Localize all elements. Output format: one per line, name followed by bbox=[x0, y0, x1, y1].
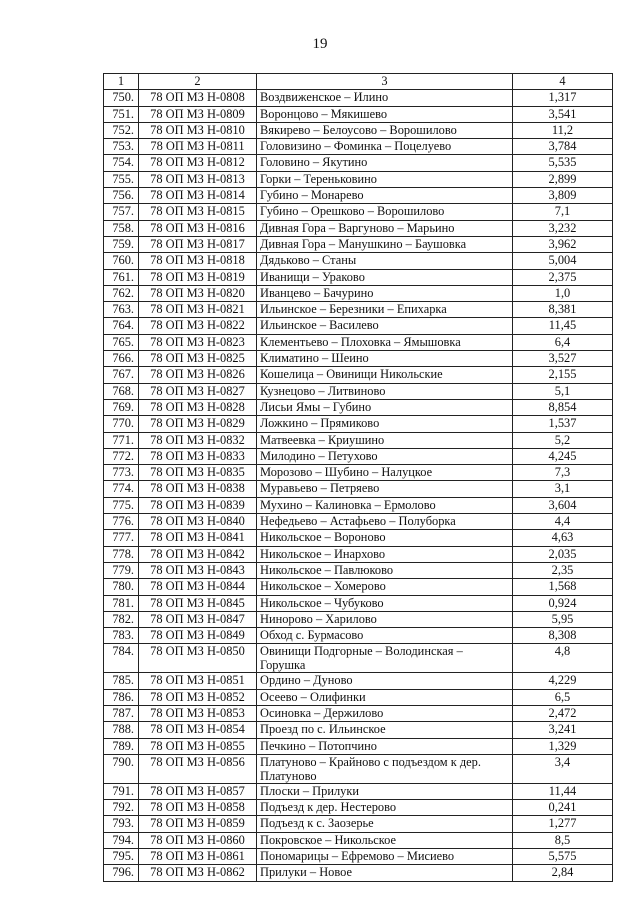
table-row bbox=[104, 816, 613, 832]
road-length: 4,4 bbox=[513, 514, 613, 530]
table-row bbox=[104, 204, 613, 220]
road-length: 3,809 bbox=[513, 188, 613, 204]
row-number: 779. bbox=[104, 562, 139, 578]
road-name: Обход с. Бурмасово bbox=[257, 628, 513, 644]
road-code: 78 ОП МЗ Н-0808 bbox=[139, 90, 257, 106]
road-length: 2,375 bbox=[513, 269, 613, 285]
road-length: 3,527 bbox=[513, 351, 613, 367]
row-number: 773. bbox=[104, 465, 139, 481]
road-length: 6,5 bbox=[513, 689, 613, 705]
table-row bbox=[104, 628, 613, 644]
road-name: Печкино – Потопчино bbox=[257, 738, 513, 754]
row-number: 777. bbox=[104, 530, 139, 546]
row-number: 753. bbox=[104, 139, 139, 155]
table-row bbox=[104, 800, 613, 816]
table-row bbox=[104, 738, 613, 754]
row-number: 752. bbox=[104, 122, 139, 138]
road-length: 5,1 bbox=[513, 383, 613, 399]
road-code: 78 ОП МЗ Н-0814 bbox=[139, 188, 257, 204]
road-code: 78 ОП МЗ Н-0859 bbox=[139, 816, 257, 832]
road-length: 5,2 bbox=[513, 432, 613, 448]
road-code: 78 ОП МЗ Н-0821 bbox=[139, 302, 257, 318]
road-code: 78 ОП МЗ Н-0811 bbox=[139, 139, 257, 155]
road-code: 78 ОП МЗ Н-0813 bbox=[139, 171, 257, 187]
road-code: 78 ОП МЗ Н-0817 bbox=[139, 236, 257, 252]
road-code: 78 ОП МЗ Н-0810 bbox=[139, 122, 257, 138]
road-length: 3,241 bbox=[513, 722, 613, 738]
road-length: 4,245 bbox=[513, 448, 613, 464]
road-code: 78 ОП МЗ Н-0862 bbox=[139, 865, 257, 881]
road-length: 0,241 bbox=[513, 800, 613, 816]
road-length: 1,0 bbox=[513, 285, 613, 301]
road-code: 78 ОП МЗ Н-0855 bbox=[139, 738, 257, 754]
table-row bbox=[104, 302, 613, 318]
road-length: 5,95 bbox=[513, 611, 613, 627]
road-code: 78 ОП МЗ Н-0818 bbox=[139, 253, 257, 269]
table-row bbox=[104, 399, 613, 415]
road-length: 4,8 bbox=[513, 644, 613, 673]
road-name: Ильинское – Василево bbox=[257, 318, 513, 334]
row-number: 778. bbox=[104, 546, 139, 562]
road-name: Никольское – Вороново bbox=[257, 530, 513, 546]
road-code: 78 ОП МЗ Н-0816 bbox=[139, 220, 257, 236]
row-number: 761. bbox=[104, 269, 139, 285]
row-number: 782. bbox=[104, 611, 139, 627]
road-name: Платуново – Крайново с подъездом к дер. Платуново bbox=[257, 754, 513, 783]
road-code: 78 ОП МЗ Н-0828 bbox=[139, 399, 257, 415]
road-length: 11,2 bbox=[513, 122, 613, 138]
road-length: 2,035 bbox=[513, 546, 613, 562]
road-length: 2,84 bbox=[513, 865, 613, 881]
row-number: 759. bbox=[104, 236, 139, 252]
road-length: 8,381 bbox=[513, 302, 613, 318]
road-name: Пономарицы – Ефремово – Мисиево bbox=[257, 849, 513, 865]
row-number: 781. bbox=[104, 595, 139, 611]
row-number: 763. bbox=[104, 302, 139, 318]
table-row bbox=[104, 579, 613, 595]
road-name: Головино – Якутино bbox=[257, 155, 513, 171]
road-name: Осиновка – Держилово bbox=[257, 705, 513, 721]
table-row bbox=[104, 849, 613, 865]
road-length: 7,1 bbox=[513, 204, 613, 220]
road-name: Иванцево – Бачурино bbox=[257, 285, 513, 301]
row-number: 783. bbox=[104, 628, 139, 644]
road-code: 78 ОП МЗ Н-0852 bbox=[139, 689, 257, 705]
road-name: Губино – Монарево bbox=[257, 188, 513, 204]
road-name: Кузнецово – Литвиново bbox=[257, 383, 513, 399]
road-length: 6,4 bbox=[513, 334, 613, 350]
row-number: 780. bbox=[104, 579, 139, 595]
road-name: Муравьево – Петряево bbox=[257, 481, 513, 497]
road-length: 8,308 bbox=[513, 628, 613, 644]
table-row bbox=[104, 689, 613, 705]
table-row bbox=[104, 367, 613, 383]
table-row bbox=[104, 530, 613, 546]
row-number: 756. bbox=[104, 188, 139, 204]
table-row bbox=[104, 139, 613, 155]
row-number: 771. bbox=[104, 432, 139, 448]
table-row bbox=[104, 448, 613, 464]
road-length: 3,541 bbox=[513, 106, 613, 122]
row-number: 764. bbox=[104, 318, 139, 334]
table-row bbox=[104, 432, 613, 448]
road-length: 3,4 bbox=[513, 754, 613, 783]
road-length: 3,1 bbox=[513, 481, 613, 497]
road-name: Губино – Орешково – Ворошилово bbox=[257, 204, 513, 220]
road-length: 2,35 bbox=[513, 562, 613, 578]
road-code: 78 ОП МЗ Н-0841 bbox=[139, 530, 257, 546]
row-number: 754. bbox=[104, 155, 139, 171]
row-number: 760. bbox=[104, 253, 139, 269]
road-code: 78 ОП МЗ Н-0849 bbox=[139, 628, 257, 644]
road-name: Никольское – Павлюково bbox=[257, 562, 513, 578]
roads-table bbox=[103, 73, 613, 882]
road-name: Покровское – Никольское bbox=[257, 832, 513, 848]
road-length: 1,568 bbox=[513, 579, 613, 595]
road-code: 78 ОП МЗ Н-0812 bbox=[139, 155, 257, 171]
table-row bbox=[104, 722, 613, 738]
row-number: 792. bbox=[104, 800, 139, 816]
road-name: Дядьково – Станы bbox=[257, 253, 513, 269]
road-code: 78 ОП МЗ Н-0835 bbox=[139, 465, 257, 481]
road-name: Овинищи Подгорные – Володинская – Горушка bbox=[257, 644, 513, 673]
road-length: 1,277 bbox=[513, 816, 613, 832]
table-row bbox=[104, 90, 613, 106]
row-number: 784. bbox=[104, 644, 139, 673]
table-row bbox=[104, 416, 613, 432]
table-row bbox=[104, 754, 613, 783]
table-row bbox=[104, 832, 613, 848]
road-name: Мухино – Калиновка – Ермолово bbox=[257, 497, 513, 513]
road-length: 5,575 bbox=[513, 849, 613, 865]
road-length: 8,5 bbox=[513, 832, 613, 848]
table-row bbox=[104, 236, 613, 252]
row-number: 788. bbox=[104, 722, 139, 738]
road-length: 2,899 bbox=[513, 171, 613, 187]
row-number: 762. bbox=[104, 285, 139, 301]
road-code: 78 ОП МЗ Н-0838 bbox=[139, 481, 257, 497]
road-name: Плоски – Прилуки bbox=[257, 783, 513, 799]
road-name: Ильинское – Березники – Епихарка bbox=[257, 302, 513, 318]
table-row bbox=[104, 351, 613, 367]
road-name: Милодино – Петухово bbox=[257, 448, 513, 464]
road-code: 78 ОП МЗ Н-0844 bbox=[139, 579, 257, 595]
road-length: 5,535 bbox=[513, 155, 613, 171]
row-number: 775. bbox=[104, 497, 139, 513]
table-row bbox=[104, 783, 613, 799]
road-name: Проезд по с. Ильинское bbox=[257, 722, 513, 738]
table-row bbox=[104, 562, 613, 578]
road-length: 2,155 bbox=[513, 367, 613, 383]
road-name: Подъезд к с. Заозерье bbox=[257, 816, 513, 832]
row-number: 776. bbox=[104, 514, 139, 530]
row-number: 787. bbox=[104, 705, 139, 721]
row-number: 785. bbox=[104, 673, 139, 689]
road-name: Никольское – Инархово bbox=[257, 546, 513, 562]
road-code: 78 ОП МЗ Н-0809 bbox=[139, 106, 257, 122]
road-code: 78 ОП МЗ Н-0850 bbox=[139, 644, 257, 673]
road-name: Головизино – Фоминка – Поцелуево bbox=[257, 139, 513, 155]
table-row bbox=[104, 171, 613, 187]
table-row bbox=[104, 481, 613, 497]
road-length: 3,604 bbox=[513, 497, 613, 513]
road-length: 4,229 bbox=[513, 673, 613, 689]
row-number: 791. bbox=[104, 783, 139, 799]
road-name: Кошелица – Овинищи Никольские bbox=[257, 367, 513, 383]
table-row bbox=[104, 318, 613, 334]
table-row bbox=[104, 497, 613, 513]
road-code: 78 ОП МЗ Н-0851 bbox=[139, 673, 257, 689]
road-name: Матвеевка – Криушино bbox=[257, 432, 513, 448]
road-code: 78 ОП МЗ Н-0815 bbox=[139, 204, 257, 220]
table-row bbox=[104, 705, 613, 721]
road-length: 11,44 bbox=[513, 783, 613, 799]
row-number: 774. bbox=[104, 481, 139, 497]
road-code: 78 ОП МЗ Н-0842 bbox=[139, 546, 257, 562]
road-code: 78 ОП МЗ Н-0839 bbox=[139, 497, 257, 513]
road-length: 1,329 bbox=[513, 738, 613, 754]
table-row bbox=[104, 546, 613, 562]
table-header-row bbox=[104, 74, 613, 90]
table-row bbox=[104, 220, 613, 236]
row-number: 757. bbox=[104, 204, 139, 220]
road-name: Нефедьево – Астафьево – Полуборка bbox=[257, 514, 513, 530]
table-row bbox=[104, 269, 613, 285]
road-name: Никольское – Хомерово bbox=[257, 579, 513, 595]
column-header: 1 bbox=[104, 74, 139, 90]
road-length: 5,004 bbox=[513, 253, 613, 269]
row-number: 793. bbox=[104, 816, 139, 832]
row-number: 770. bbox=[104, 416, 139, 432]
road-name: Иванищи – Ураково bbox=[257, 269, 513, 285]
road-length: 1,537 bbox=[513, 416, 613, 432]
row-number: 766. bbox=[104, 351, 139, 367]
road-name: Ордино – Дуново bbox=[257, 673, 513, 689]
road-code: 78 ОП МЗ Н-0861 bbox=[139, 849, 257, 865]
table-row bbox=[104, 155, 613, 171]
road-name: Морозово – Шубино – Налуцкое bbox=[257, 465, 513, 481]
table-row bbox=[104, 673, 613, 689]
road-length: 1,317 bbox=[513, 90, 613, 106]
road-code: 78 ОП МЗ Н-0854 bbox=[139, 722, 257, 738]
road-code: 78 ОП МЗ Н-0832 bbox=[139, 432, 257, 448]
road-code: 78 ОП МЗ Н-0857 bbox=[139, 783, 257, 799]
table-row bbox=[104, 514, 613, 530]
road-code: 78 ОП МЗ Н-0840 bbox=[139, 514, 257, 530]
table-row bbox=[104, 334, 613, 350]
table-row bbox=[104, 644, 613, 673]
road-code: 78 ОП МЗ Н-0826 bbox=[139, 367, 257, 383]
row-number: 751. bbox=[104, 106, 139, 122]
table-row bbox=[104, 106, 613, 122]
table-row bbox=[104, 122, 613, 138]
road-name: Воздвиженское – Илино bbox=[257, 90, 513, 106]
row-number: 795. bbox=[104, 849, 139, 865]
road-length: 3,232 bbox=[513, 220, 613, 236]
road-code: 78 ОП МЗ Н-0825 bbox=[139, 351, 257, 367]
table-row bbox=[104, 611, 613, 627]
road-name: Подъезд к дер. Нестерово bbox=[257, 800, 513, 816]
table-row bbox=[104, 188, 613, 204]
road-name: Климатино – Шеино bbox=[257, 351, 513, 367]
road-code: 78 ОП МЗ Н-0823 bbox=[139, 334, 257, 350]
road-code: 78 ОП МЗ Н-0843 bbox=[139, 562, 257, 578]
road-name: Вякирево – Белоусово – Ворошилово bbox=[257, 122, 513, 138]
road-name: Ложкино – Прямиково bbox=[257, 416, 513, 432]
row-number: 769. bbox=[104, 399, 139, 415]
column-header: 3 bbox=[257, 74, 513, 90]
row-number: 768. bbox=[104, 383, 139, 399]
road-length: 2,472 bbox=[513, 705, 613, 721]
road-code: 78 ОП МЗ Н-0833 bbox=[139, 448, 257, 464]
road-length: 7,3 bbox=[513, 465, 613, 481]
table-row bbox=[104, 465, 613, 481]
road-length: 3,784 bbox=[513, 139, 613, 155]
road-code: 78 ОП МЗ Н-0860 bbox=[139, 832, 257, 848]
row-number: 794. bbox=[104, 832, 139, 848]
row-number: 755. bbox=[104, 171, 139, 187]
road-name: Прилуки – Новое bbox=[257, 865, 513, 881]
table-row bbox=[104, 383, 613, 399]
road-code: 78 ОП МЗ Н-0829 bbox=[139, 416, 257, 432]
table-row bbox=[104, 595, 613, 611]
road-name: Лисьи Ямы – Губино bbox=[257, 399, 513, 415]
table-row bbox=[104, 285, 613, 301]
row-number: 772. bbox=[104, 448, 139, 464]
road-code: 78 ОП МЗ Н-0858 bbox=[139, 800, 257, 816]
road-name: Воронцово – Мякишево bbox=[257, 106, 513, 122]
road-name: Дивная Гора – Манушкино – Баушовка bbox=[257, 236, 513, 252]
column-header: 2 bbox=[139, 74, 257, 90]
road-name: Никольское – Чубуково bbox=[257, 595, 513, 611]
road-length: 0,924 bbox=[513, 595, 613, 611]
row-number: 786. bbox=[104, 689, 139, 705]
road-code: 78 ОП МЗ Н-0822 bbox=[139, 318, 257, 334]
row-number: 765. bbox=[104, 334, 139, 350]
road-code: 78 ОП МЗ Н-0845 bbox=[139, 595, 257, 611]
road-code: 78 ОП МЗ Н-0820 bbox=[139, 285, 257, 301]
road-code: 78 ОП МЗ Н-0819 bbox=[139, 269, 257, 285]
road-length: 11,45 bbox=[513, 318, 613, 334]
road-code: 78 ОП МЗ Н-0856 bbox=[139, 754, 257, 783]
table-row bbox=[104, 865, 613, 881]
road-code: 78 ОП МЗ Н-0847 bbox=[139, 611, 257, 627]
row-number: 796. bbox=[104, 865, 139, 881]
road-name: Осеево – Олифинки bbox=[257, 689, 513, 705]
road-length: 8,854 bbox=[513, 399, 613, 415]
table-row bbox=[104, 253, 613, 269]
row-number: 790. bbox=[104, 754, 139, 783]
road-name: Клементьево – Плоховка – Ямышовка bbox=[257, 334, 513, 350]
column-header: 4 bbox=[513, 74, 613, 90]
road-code: 78 ОП МЗ Н-0853 bbox=[139, 705, 257, 721]
road-name: Ниноровo – Харилово bbox=[257, 611, 513, 627]
row-number: 767. bbox=[104, 367, 139, 383]
row-number: 758. bbox=[104, 220, 139, 236]
row-number: 750. bbox=[104, 90, 139, 106]
road-length: 4,63 bbox=[513, 530, 613, 546]
road-code: 78 ОП МЗ Н-0827 bbox=[139, 383, 257, 399]
road-name: Горки – Тереньковино bbox=[257, 171, 513, 187]
row-number: 789. bbox=[104, 738, 139, 754]
road-name: Дивная Гора – Варгуново – Марьино bbox=[257, 220, 513, 236]
road-length: 3,962 bbox=[513, 236, 613, 252]
page-number: 19 bbox=[312, 36, 328, 52]
